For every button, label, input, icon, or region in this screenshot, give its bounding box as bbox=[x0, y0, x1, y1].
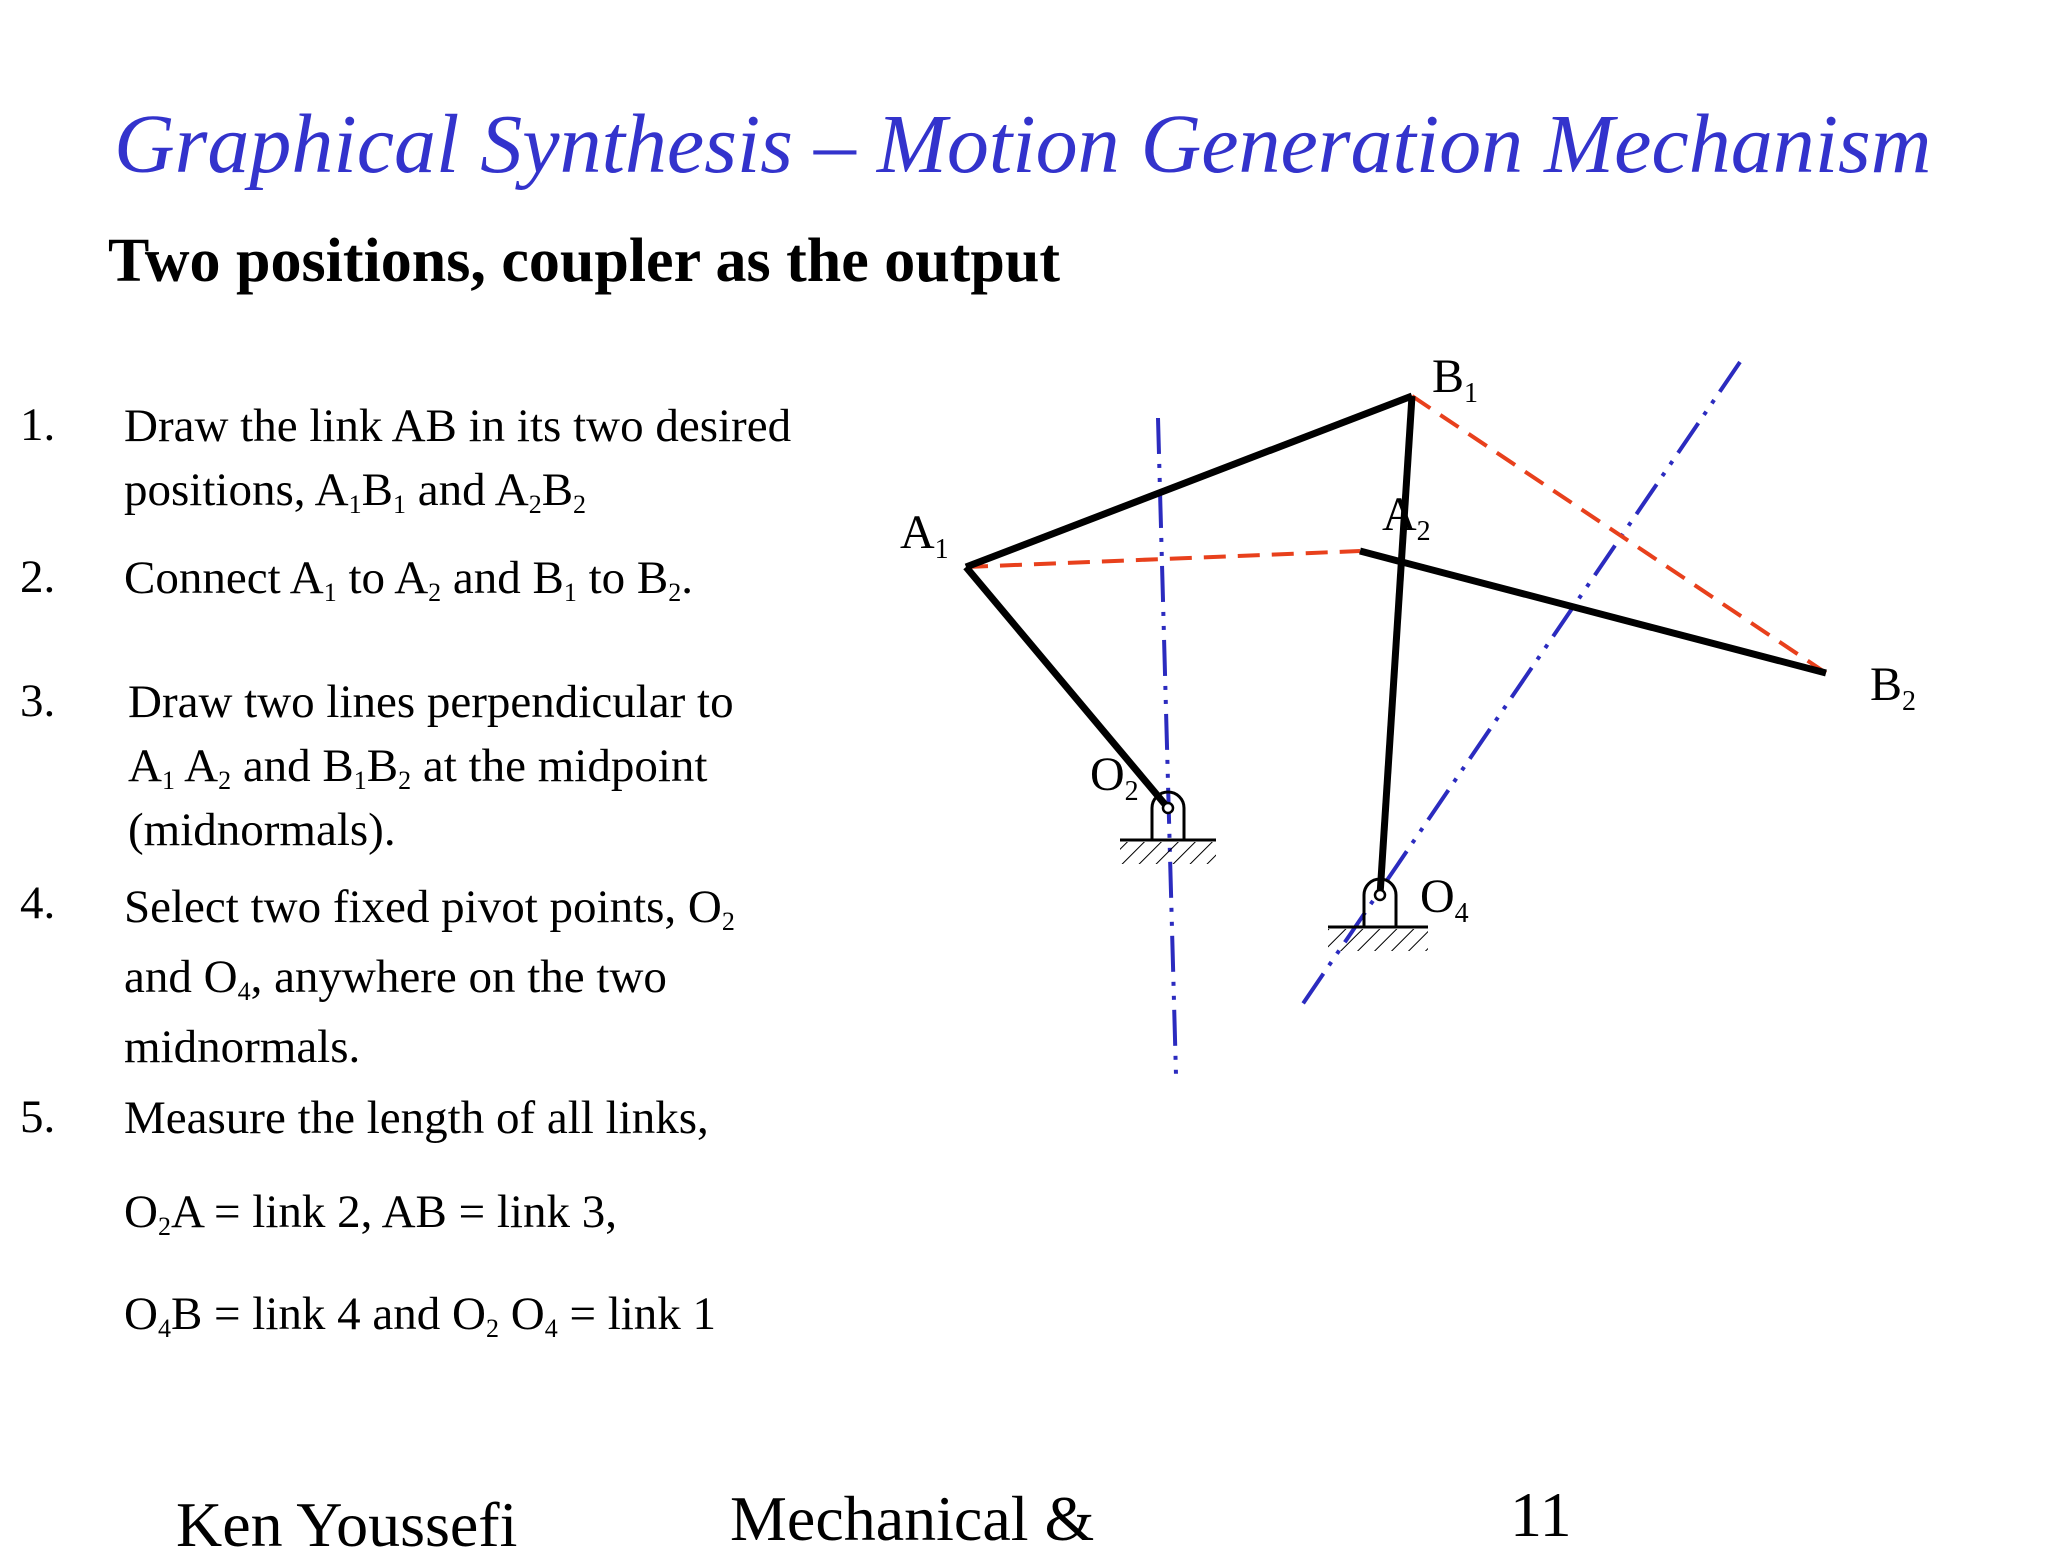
step-2-number: 2. bbox=[20, 551, 56, 603]
link-a2-b2 bbox=[1360, 551, 1826, 673]
footer-page-number: 11 bbox=[1510, 1479, 1572, 1550]
equation-links-4-1: $O_4B$ = link 4 and $O_2$ $O_4$ = link 1 bbox=[124, 1288, 717, 1343]
label-a2: $A_2$ bbox=[1382, 488, 1431, 547]
label-o2: $O_2$ bbox=[1090, 748, 1139, 807]
label-o4: $O_4$ bbox=[1420, 870, 1469, 929]
equation-links-2-3: $O_2A$ = link 2, AB = link 3, bbox=[124, 1186, 617, 1241]
label-b1: $B_1$ bbox=[1432, 350, 1479, 409]
midnormal-b bbox=[1300, 362, 1740, 1008]
footer-department: Mechanical & bbox=[730, 1483, 1095, 1554]
connector-b1-b2 bbox=[1412, 396, 1826, 673]
step-3-text: Draw two lines perpendicular to $A_1$ $A_2$ and $B_1B_2$ at the midpoint (midnormals). bbox=[128, 676, 734, 856]
link-o2-a1 bbox=[966, 567, 1168, 808]
label-b2: $B_2$ bbox=[1870, 658, 1917, 717]
slide-subtitle: Two positions, coupler as the output bbox=[108, 227, 1060, 295]
step-5-text: Measure the length of all links, bbox=[124, 1092, 709, 1144]
step-1-text: Draw the link AB in its two desired positions, $A_1B_1$ and $A_2B_2$ bbox=[124, 400, 792, 519]
pivot-o4-icon bbox=[1328, 879, 1428, 951]
link-o4-b1 bbox=[1380, 396, 1412, 895]
midnormal-a bbox=[1158, 418, 1176, 1075]
label-a1: $A_1$ bbox=[900, 506, 949, 565]
footer-author: Ken Youssefi bbox=[176, 1489, 518, 1560]
step-3-number: 3. bbox=[20, 675, 56, 727]
step-2-text: Connect $A_1$ to $A_2$ and $B_1$ to $B_2$. bbox=[124, 552, 694, 607]
step-4-number: 4. bbox=[20, 877, 56, 929]
slide-title: Graphical Synthesis – Motion Generation Mechanism bbox=[114, 98, 1932, 191]
step-5-number: 5. bbox=[20, 1091, 56, 1143]
link-a1-b1 bbox=[966, 396, 1412, 567]
step-1-number: 1. bbox=[20, 399, 56, 451]
step-4-text: Select two fixed pivot points, $O_2$ and $O_4$, anywhere on the two midnormals. bbox=[124, 881, 735, 1073]
